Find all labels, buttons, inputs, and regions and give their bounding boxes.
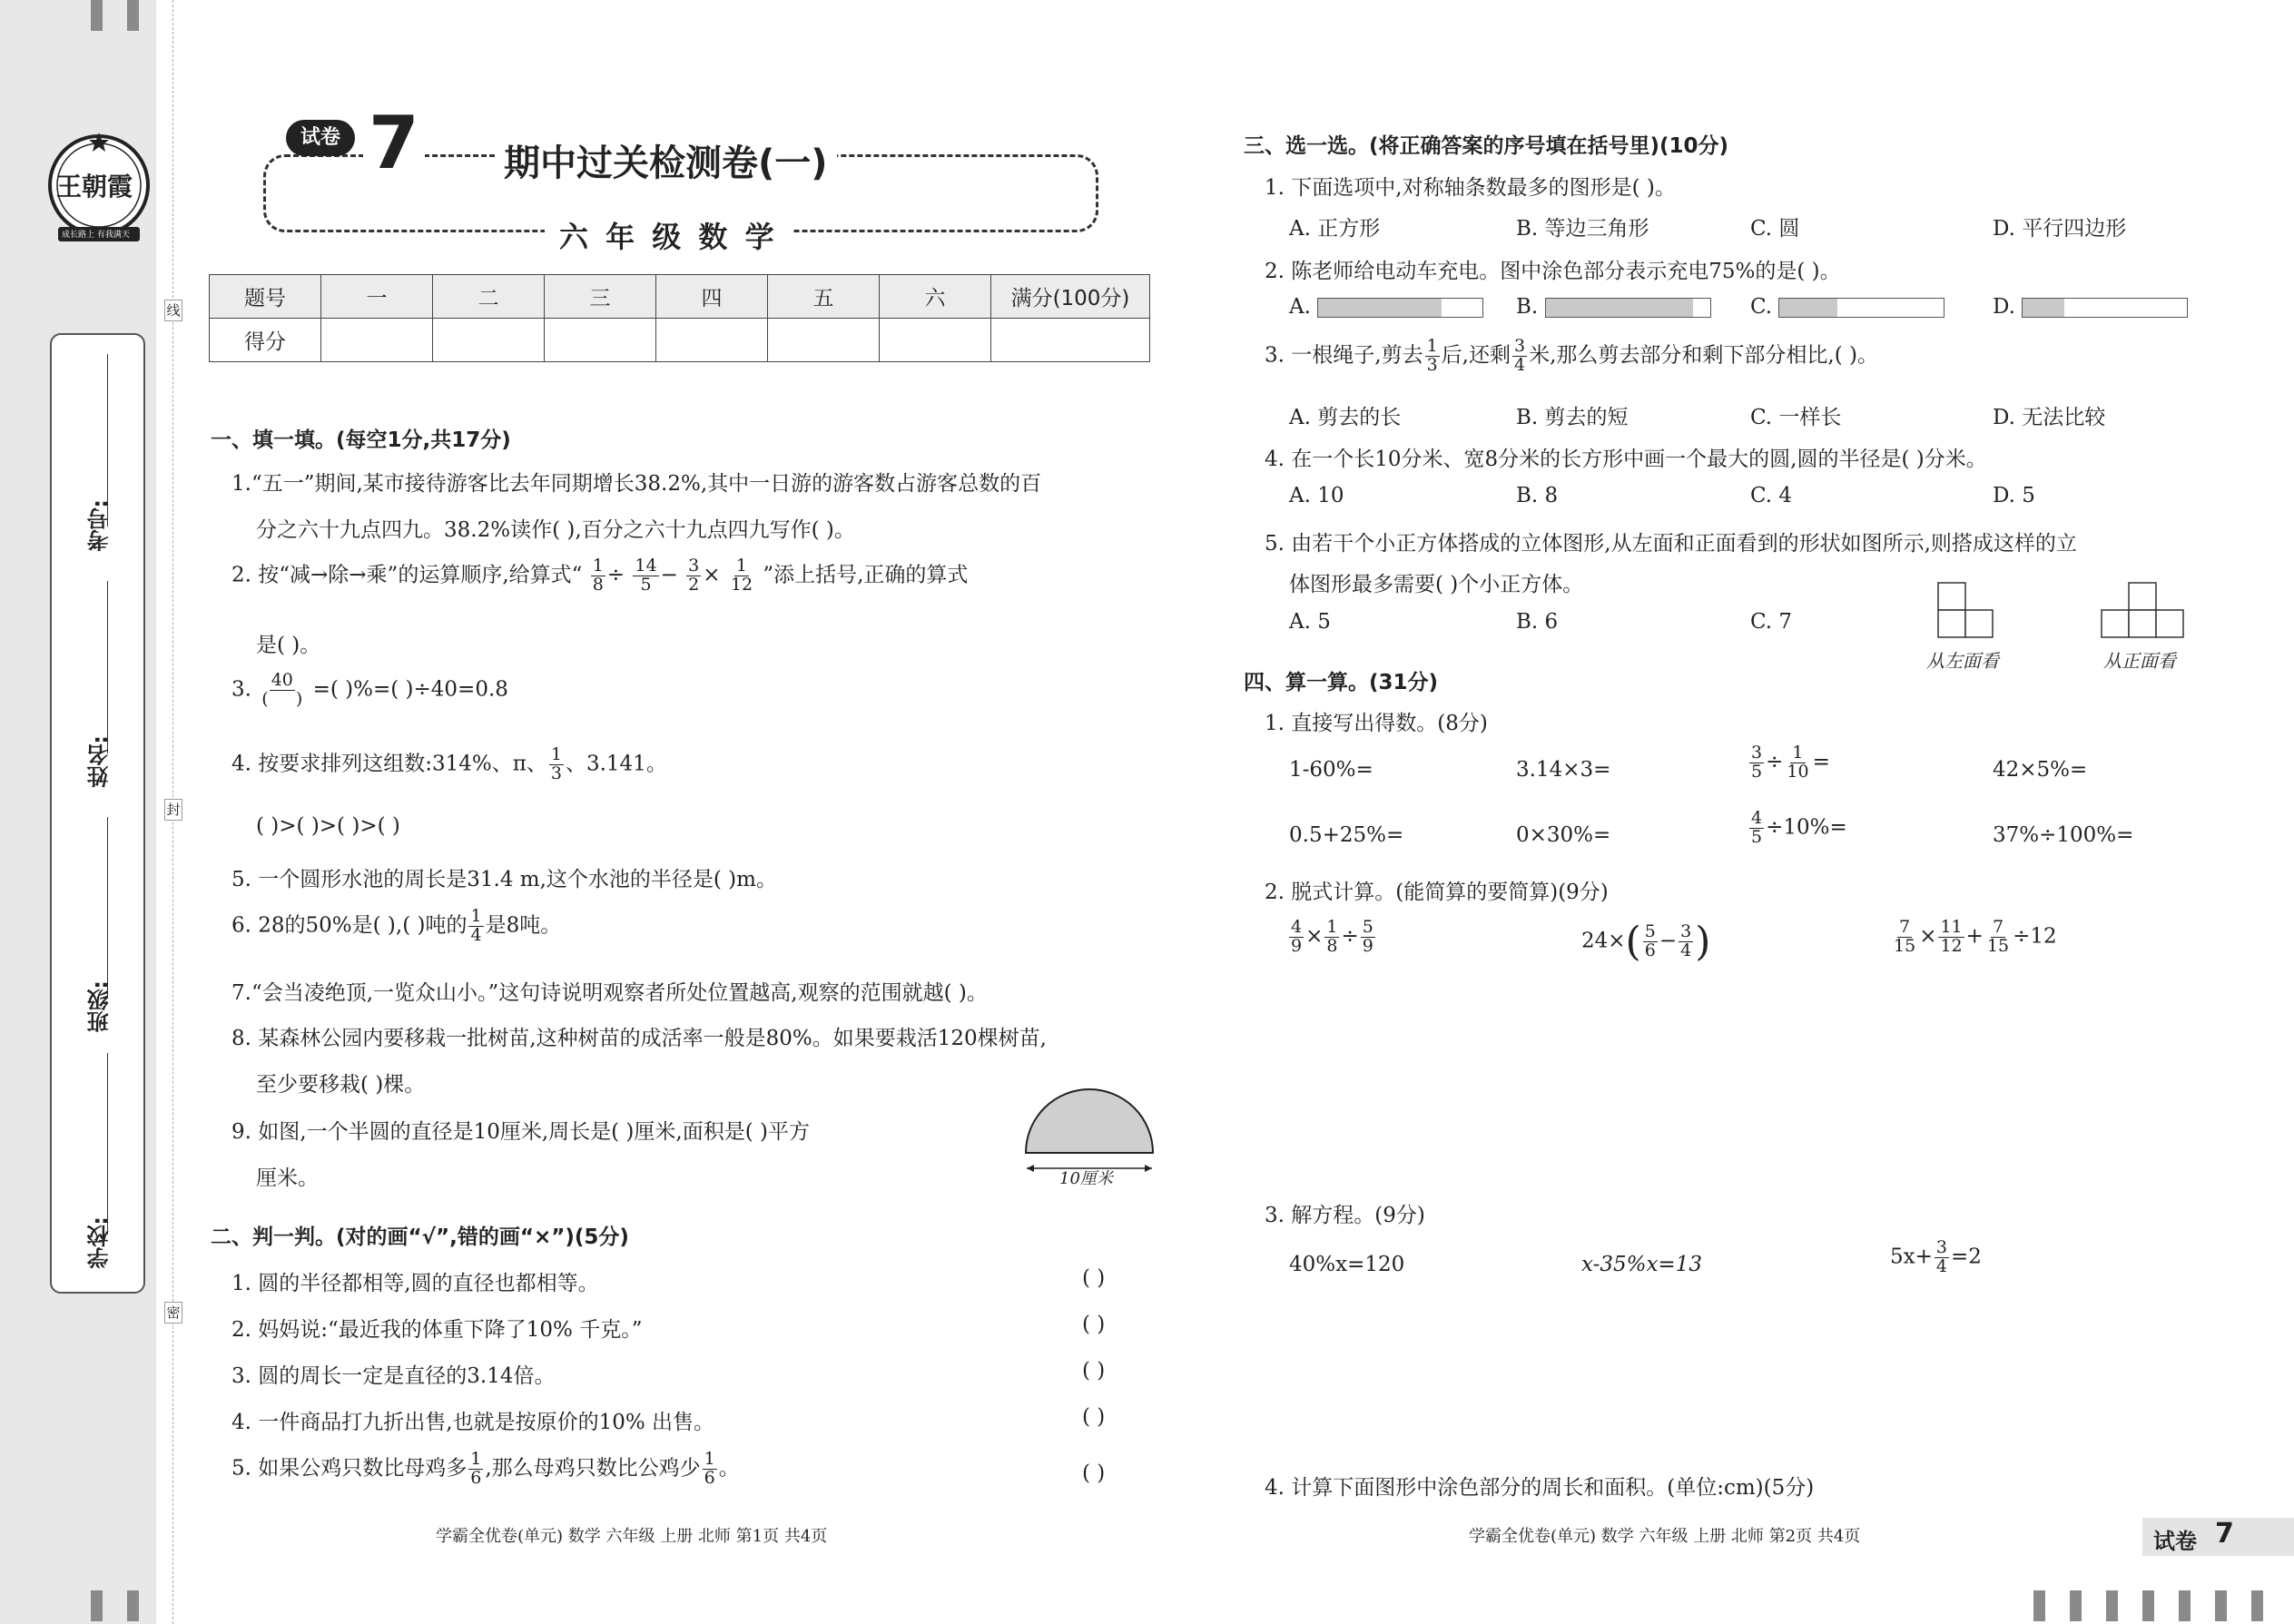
- q3-number: 3.: [231, 677, 251, 702]
- section-3-heading: 三、选一选。(将正确答案的序号填在括号里)(10分): [1244, 134, 1729, 158]
- option: [1750, 295, 1944, 319]
- judge-item: 1. 圆的半径都相等,圆的直径也都相等。: [231, 1272, 599, 1295]
- calc-tail: ÷10%=: [1766, 815, 1847, 840]
- diameter-label: 10厘米: [1059, 1169, 1113, 1188]
- option-label: A.: [1289, 295, 1311, 319]
- exam-number-line[interactable]: [107, 354, 108, 527]
- fraction: $\frac{7}{15}$: [1986, 917, 2010, 956]
- score-cell[interactable]: [991, 319, 1150, 362]
- fraction: $\frac{1}{8}$: [592, 556, 604, 595]
- option-label: D.: [1993, 295, 2015, 319]
- table-header-cell: 六: [880, 275, 991, 319]
- fraction: $\frac{1}{8}$: [1326, 917, 1338, 956]
- cut-mark: 线: [164, 300, 182, 321]
- left-view-figure: [1936, 581, 2000, 645]
- option: C. 圆: [1750, 217, 1800, 241]
- calc-item: 1-60%=: [1289, 758, 1373, 782]
- charge-fill: [1546, 299, 1694, 317]
- answer-paren[interactable]: ( ): [1082, 1462, 1106, 1485]
- choice-q1: 1. 下面选项中,对称轴条数最多的图形是( )。: [1265, 176, 1676, 200]
- edge-mark: [127, 1590, 139, 1621]
- cut-mark: 密: [164, 1302, 182, 1324]
- fraction: $\frac{4}{9}$: [1291, 917, 1303, 956]
- charge-fill: [2023, 299, 2063, 317]
- expression: $\frac{4}{9}$ × $\frac{1}{8}$ ÷ $\frac{5}{9}$: [1291, 917, 1373, 956]
- school-line[interactable]: [107, 1053, 108, 1235]
- class-line[interactable]: [107, 817, 108, 999]
- choice-q5-line2: 体图形最多需要( )个小正方体。: [1289, 573, 1584, 596]
- choice-q4: 4. 在一个长10分米、宽8分米的长方形中画一个最大的圆,圆的半径是( )分米。: [1265, 448, 1987, 471]
- q4-line2: ( )>( )>( )>( ): [256, 814, 400, 838]
- score-cell[interactable]: [433, 319, 545, 362]
- choice-q3: [1265, 338, 1878, 375]
- table-header-cell: 三: [545, 275, 656, 319]
- calc-item: 0.5+25%=: [1289, 823, 1404, 847]
- q3-mid: 后,还剩: [1441, 343, 1511, 368]
- score-cell[interactable]: [768, 319, 880, 362]
- option: D. 无法比较: [1993, 406, 2106, 429]
- score-table-header: [210, 275, 1150, 319]
- q7: 7.“会当凌绝顶,一览众山小。”这句诗说明观察者所处位置越高,观察的范围就越( )。: [231, 981, 988, 1005]
- q2-text-post: ”添上括号,正确的算式: [763, 563, 969, 587]
- option: D. 平行四边形: [1993, 217, 2127, 241]
- name-label: 姓名:: [87, 735, 113, 788]
- judge-item: [231, 1451, 740, 1488]
- fraction: $\frac{11}{12}$: [1940, 917, 1963, 956]
- calc-item: 42×5%=: [1993, 758, 2088, 782]
- part3-title: 3. 解方程。(9分): [1265, 1204, 1425, 1227]
- page-subtitle: 六 年 级 数 学: [545, 214, 793, 256]
- option: B. 6: [1516, 610, 1559, 634]
- q4-text-post: 、3.141。: [565, 752, 667, 776]
- calc-tail: =: [1812, 750, 1830, 774]
- option: A. 剪去的长: [1289, 406, 1402, 429]
- option: D. 5: [1993, 484, 2035, 507]
- front-view-label: 从正面看: [2103, 650, 2176, 672]
- student-info-box: [50, 333, 145, 1294]
- section-2-heading: 二、判一判。(对的画“√”,错的画“×”)(5分): [211, 1225, 629, 1249]
- table-header-cell: 一: [321, 275, 433, 319]
- option: A. 5: [1289, 610, 1331, 634]
- table-header-cell: 五: [768, 275, 880, 319]
- q4-line1: [231, 746, 667, 783]
- publisher-logo: [45, 127, 153, 254]
- class-label: 班级:: [87, 980, 113, 1033]
- fraction: $\frac{3}{4}$: [1935, 1237, 1947, 1276]
- option: A. 10: [1289, 484, 1344, 507]
- table-header-cell: 二: [433, 275, 545, 319]
- option: B. 8: [1516, 484, 1559, 507]
- q3-text: =( )%=( )÷40=0.8: [312, 677, 508, 702]
- fraction: $\frac{40}{( )}$: [261, 670, 303, 709]
- q8-line1: 8. 某森林公园内要移栽一批树苗,这种树苗的成活率一般是80%。如果要栽活120棵树苗,: [231, 1027, 1047, 1050]
- judge-item: 2. 妈妈说:“最近我的体重下降了10% 千克。”: [231, 1318, 643, 1342]
- q3-post: 米,那么剪去部分和剩下部分相比,( )。: [1529, 343, 1878, 368]
- calc-item: [1748, 810, 1847, 847]
- school-label: 学校:: [87, 1216, 113, 1269]
- left-view-label: 从左面看: [1926, 650, 1999, 672]
- q6-text-pre: 6. 28的50%是( ),( )吨的: [231, 913, 468, 938]
- judge-item: 4. 一件商品打九折出售,也就是按原价的10% 出售。: [231, 1411, 714, 1434]
- charge-fill: [1318, 299, 1442, 317]
- judge-item: 3. 圆的周长一定是直径的3.14倍。: [231, 1364, 556, 1388]
- fraction: $\frac{3}{5}$: [1751, 743, 1763, 782]
- part2-title: 2. 脱式计算。(能简算的要简算)(9分): [1265, 881, 1609, 904]
- table-header-cell: 题号: [210, 275, 321, 319]
- fraction: $\frac{5}{6}$: [1644, 921, 1656, 960]
- calc-item: 0×30%=: [1516, 823, 1611, 847]
- calc-item: 3.14×3=: [1516, 758, 1611, 782]
- q6-text-post: 是8吨。: [485, 913, 562, 938]
- equation-pre: 5x+: [1890, 1245, 1933, 1269]
- answer-paren[interactable]: ( ): [1082, 1359, 1106, 1383]
- name-line[interactable]: [107, 581, 108, 753]
- table-header-cell: 满分(100分): [991, 275, 1150, 319]
- q1-line1: 1.“五一”期间,某市接待游客比去年同期增长38.2%,其中一日游的游客数占游客总数的百: [231, 472, 1042, 496]
- edge-mark: [127, 0, 139, 31]
- section-4-heading: 四、算一算。(31分): [1244, 671, 1439, 694]
- section-1-heading: 一、填一填。(每空1分,共17分): [211, 428, 511, 452]
- option-label: C.: [1750, 295, 1773, 319]
- option: C. 一样长: [1750, 406, 1842, 429]
- option: [1993, 295, 2188, 319]
- q5: 5. 一个圆形水池的周长是31.4 m,这个水池的半径是( )m。: [231, 868, 777, 891]
- judge5-post: 。: [718, 1456, 740, 1481]
- option: C. 4: [1750, 484, 1793, 507]
- option: B. 剪去的短: [1516, 406, 1629, 429]
- fraction: $\frac{1}{6}$: [470, 1449, 482, 1488]
- fraction: $\frac{4}{5}$: [1751, 808, 1763, 847]
- calc-item: 37%÷100%=: [1993, 823, 2134, 847]
- fraction: $\frac{3}{4}$: [1680, 921, 1692, 960]
- score-cell[interactable]: [656, 319, 768, 362]
- equation: 40%x=120: [1289, 1253, 1405, 1276]
- fraction: $\frac{7}{15}$: [1894, 917, 1916, 956]
- q3: [231, 672, 508, 709]
- answer-paren[interactable]: ( ): [1082, 1266, 1106, 1290]
- q2-text-pre: 2. 按“减→除→乘”的运算顺序,给算式“: [231, 563, 583, 587]
- q2-line2: 是( )。: [256, 634, 321, 657]
- judge5-pre: 5. 如果公鸡只数比母鸡多: [231, 1456, 468, 1481]
- score-table: [209, 274, 1150, 362]
- option: C. 7: [1750, 610, 1793, 634]
- option: A. 正方形: [1289, 217, 1381, 241]
- semicircle-figure: [1021, 1085, 1157, 1157]
- expression: $\frac{7}{15}$ × $\frac{11}{12}$ + $\frac{7}{15}$ ÷12: [1894, 917, 2057, 956]
- fraction: $\frac{3}{2}$: [688, 556, 700, 595]
- charge-bar: [1317, 298, 1483, 318]
- charge-fill: [1779, 299, 1836, 317]
- choice-q5-line1: 5. 由若干个小正方体搭成的立体图形,从左面和正面看到的形状如图所示,则搭成这样的立: [1265, 532, 2077, 556]
- expression: 24×( $\frac{5}{6}$ − $\frac{3}{4}$ ): [1581, 919, 1711, 965]
- test-number: 7: [363, 107, 425, 180]
- fraction: $\frac{5}{9}$: [1362, 917, 1373, 956]
- choice-q2: 2. 陈老师给电动车充电。图中涂色部分表示充电75%的是( )。: [1265, 260, 1841, 283]
- charge-bar: [1778, 298, 1944, 318]
- table-header-cell: 四: [656, 275, 768, 319]
- fraction: $\frac{3}{4}$: [1513, 336, 1526, 375]
- footer-left: 学霸全优卷(单元) 数学 六年级 上册 北师 第1页 共4页: [436, 1527, 828, 1546]
- q4-text-pre: 4. 按要求排列这组数:314%、π、: [231, 752, 547, 776]
- score-cell[interactable]: [545, 319, 656, 362]
- option: [1289, 295, 1483, 319]
- score-cell[interactable]: [321, 319, 433, 362]
- answer-paren[interactable]: ( ): [1082, 1405, 1106, 1429]
- edge-marks-bottom: [2033, 1590, 2279, 1624]
- fraction: $\frac{1}{3}$: [1426, 336, 1438, 375]
- corner-number: 7: [2215, 1518, 2234, 1550]
- fraction: $\frac{14}{5}$: [635, 556, 657, 595]
- answer-paren[interactable]: ( ): [1082, 1313, 1106, 1336]
- q2-line1: 2. 按“减→除→乘”的运算顺序,给算式“ $\frac{1}{8}$ ÷ $\frac{14}{5}$ − $\frac{3}{2}$ × $\frac{1}{12}$ ”添上括号,正确的算式: [231, 556, 969, 595]
- equation-post: =2: [1950, 1245, 1982, 1269]
- fraction: $\frac{1}{3}$: [550, 744, 562, 783]
- q9-line1: 9. 如图,一个半圆的直径是10厘米,周长是( )厘米,面积是( )平方: [231, 1120, 810, 1144]
- q8-line2: 至少要移栽( )棵。: [256, 1073, 426, 1097]
- part4-title: 4. 计算下面图形中涂色部分的周长和面积。(单位:cm)(5分): [1265, 1476, 1815, 1500]
- score-cell[interactable]: [880, 319, 991, 362]
- cut-mark: 封: [164, 799, 182, 821]
- charge-bar: [2022, 298, 2188, 318]
- page-title: 期中过关检测卷(一): [495, 134, 837, 186]
- logo-slogan: 成长路上 有我满天: [62, 231, 130, 240]
- fraction: $\frac{1}{4}$: [470, 906, 482, 945]
- q1-line2: 分之六十九点四九。38.2%读作( ),百分之六十九点四九写作( )。: [256, 518, 855, 542]
- corner-label: 试卷: [2153, 1529, 2197, 1554]
- calc-item: $\frac{3}{5}$ ÷ $\frac{1}{10}$ =: [1751, 743, 1830, 782]
- option: B. 等边三角形: [1516, 217, 1649, 241]
- option-label: B.: [1516, 295, 1539, 319]
- fraction: $\frac{1}{10}$: [1787, 743, 1809, 782]
- option: [1516, 295, 1711, 319]
- part1-title: 1. 直接写出得数。(8分): [1265, 712, 1488, 735]
- fraction: $\frac{1}{12}$: [730, 556, 753, 595]
- edge-mark: [91, 1590, 103, 1621]
- equation: [1890, 1239, 1982, 1276]
- fraction: $\frac{1}{6}$: [704, 1449, 715, 1488]
- score-row: [210, 319, 1150, 362]
- front-view-figure: [2100, 581, 2191, 645]
- title-badge: 试卷: [286, 120, 355, 156]
- judge5-mid: ,那么母鸡只数比公鸡少: [485, 1456, 701, 1481]
- score-row-label: 得分: [210, 319, 321, 362]
- logo-text: 王朝霞: [56, 172, 133, 202]
- q3-pre: 3. 一根绳子,剪去: [1265, 343, 1423, 368]
- footer-right: 学霸全优卷(单元) 数学 六年级 上册 北师 第2页 共4页: [1469, 1527, 1861, 1546]
- exam-number-label: 考号:: [87, 499, 113, 552]
- equation: x-35%x=13: [1581, 1253, 1702, 1276]
- charge-bar: [1545, 298, 1711, 318]
- edge-mark: [91, 0, 103, 31]
- q9-line2: 厘米。: [256, 1166, 319, 1190]
- q6: [231, 908, 561, 945]
